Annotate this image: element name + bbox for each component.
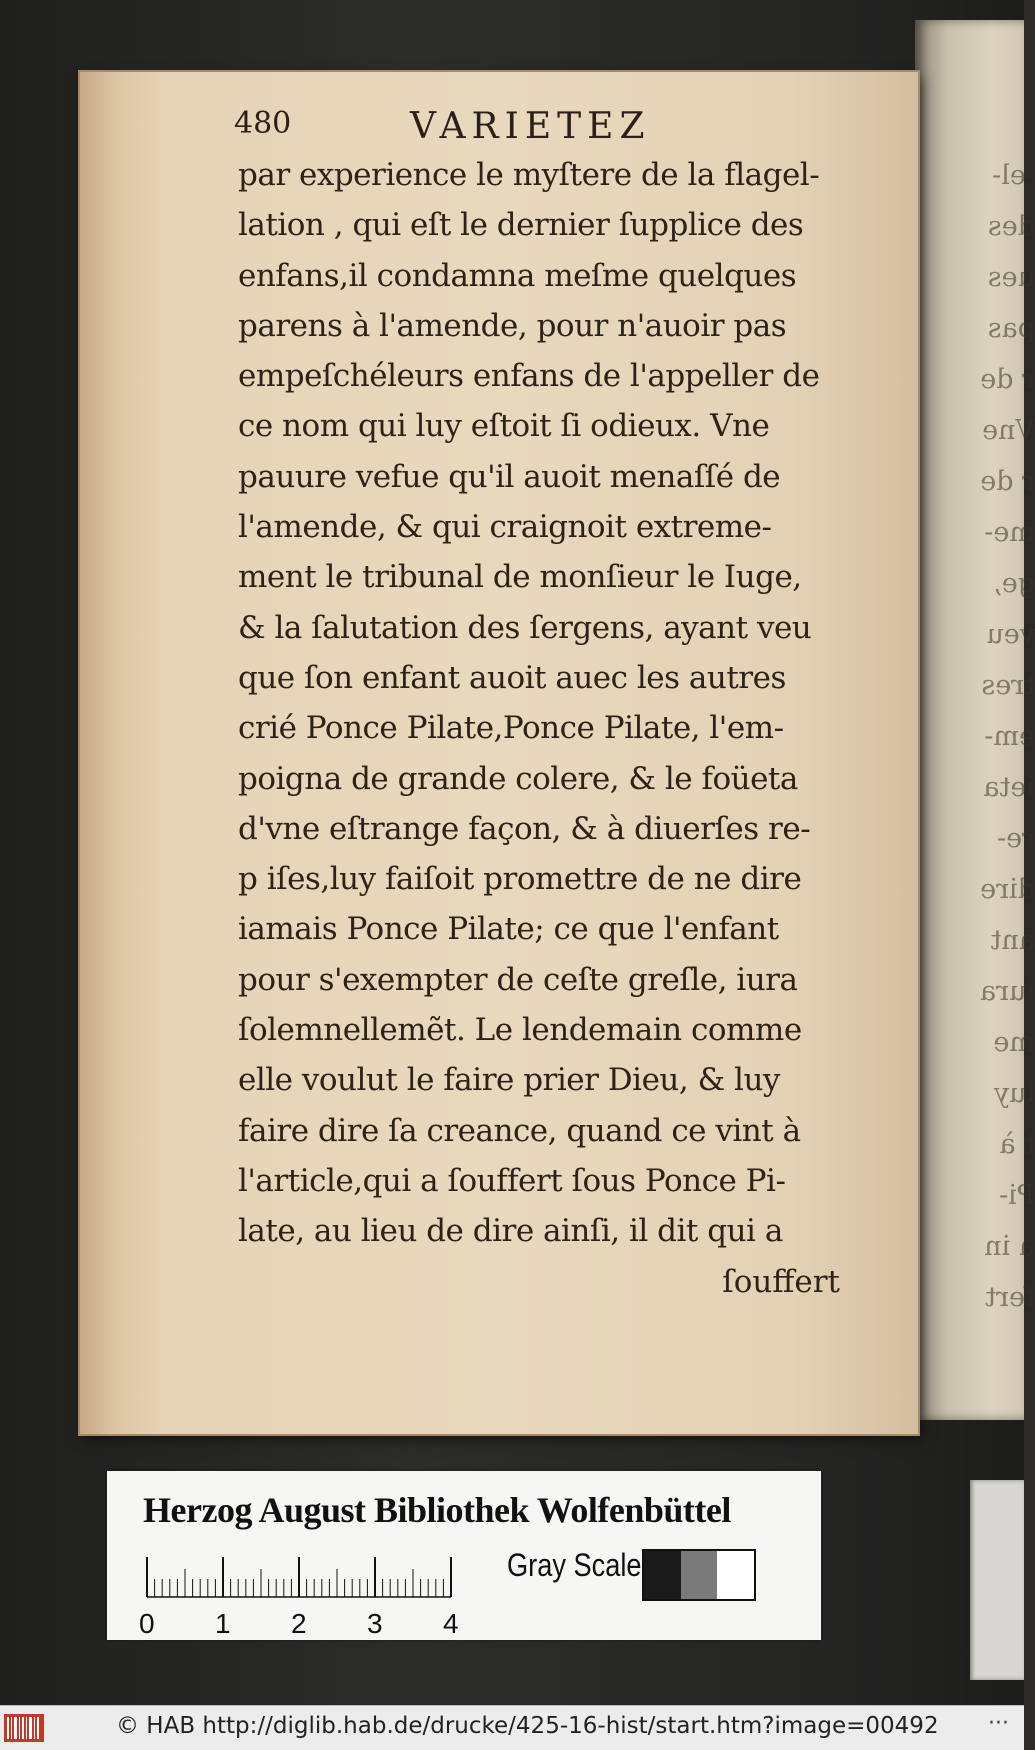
color-target-card [107,1471,821,1640]
gray-scale-swatches [642,1549,756,1601]
more-options-icon[interactable]: ··· [988,1711,1009,1736]
gray-swatch [644,1551,681,1599]
gray-swatch [681,1551,718,1599]
text-line: d'vne eſtrange façon, & à diuerſes re- [238,810,811,847]
centimeter-ruler [139,1549,483,1639]
ruler-label: 0 [139,1608,155,1639]
body-text [238,150,878,1307]
ruler-label: 3 [367,1608,383,1639]
text-line: iamais Ponce Pilate; ce que l'enfant [238,911,779,948]
text-line: elle voulut le faire prier Dieu, & luy [238,1062,780,1099]
text-line: ce nom qui luy eſtoit ſi odieux. Vne [238,408,770,445]
text-line: crié Ponce Pilate,Ponce Pilate, l'em- [238,710,784,747]
book-page [80,72,918,1434]
gray-swatch [717,1551,754,1599]
library-name: Herzog August Bibliothek Wolfenbüttel [143,1490,731,1530]
ruler-label: 1 [215,1608,231,1639]
text-line: faire dire ſa creance, quand ce vint à [238,1112,801,1149]
footer-bar [0,1705,1024,1750]
gray-scale-label: Gray Scale [507,1547,642,1583]
running-title: VARIETEZ [410,106,651,147]
copyright-link[interactable]: © HAB http://diglib.hab.de/drucke/425-16-hist/start.htm?image=00492 [116,1713,939,1739]
text-line: pauure vefue qu'il auoit menaſſé de [238,458,781,495]
ruler-label: 2 [291,1608,307,1639]
text-line: ſolemnellemẽt. Le lendemain comme [238,1012,802,1049]
ruler-label: 4 [443,1608,459,1639]
text-line: empeſchéleurs enfans de l'appeller de [238,358,820,395]
text-line: ment le tribunal de monſieur le Iuge, [238,559,802,596]
text-line: l'article,qui a ſouffert ſous Ponce Pi- [238,1162,786,1199]
text-line: poigna de grande colere, & le foüeta [238,760,798,797]
side-label-card [970,1480,1024,1680]
text-line: pour s'exempter de ceſte greſle, iura [238,961,798,998]
page-number: 480 [234,106,292,141]
text-line: par experience le myſtere de la flagel- [238,157,820,193]
bleed-through-text: -el- des ues pas r de Vne r de me- ge, veu tres em- ieta re- dire ant iura me luy t à Pi- a in fert [979,160,1035,1313]
opposite-page-edge [915,20,1035,1420]
text-line: late, au lieu de dire ainſi, il dit qui a [238,1213,783,1250]
text-line: p iſes,luy faiſoit promettre de ne dire [238,861,802,898]
catchword: ſouffert [722,1263,840,1300]
text-line: enfans,il condamna meſme quelques [238,257,797,294]
text-line: & la ſalutation des ſergens, ayant veu [238,609,812,646]
text-line: l'amende, & qui craignoit extreme- [238,509,772,546]
text-line: lation , qui eſt le dernier ſupplice des [238,207,804,244]
barcode-icon [4,1712,44,1744]
text-line: que ſon enfant auoit auec les autres [238,659,786,696]
text-line: parens à l'amende, pour n'auoir pas [238,307,787,344]
